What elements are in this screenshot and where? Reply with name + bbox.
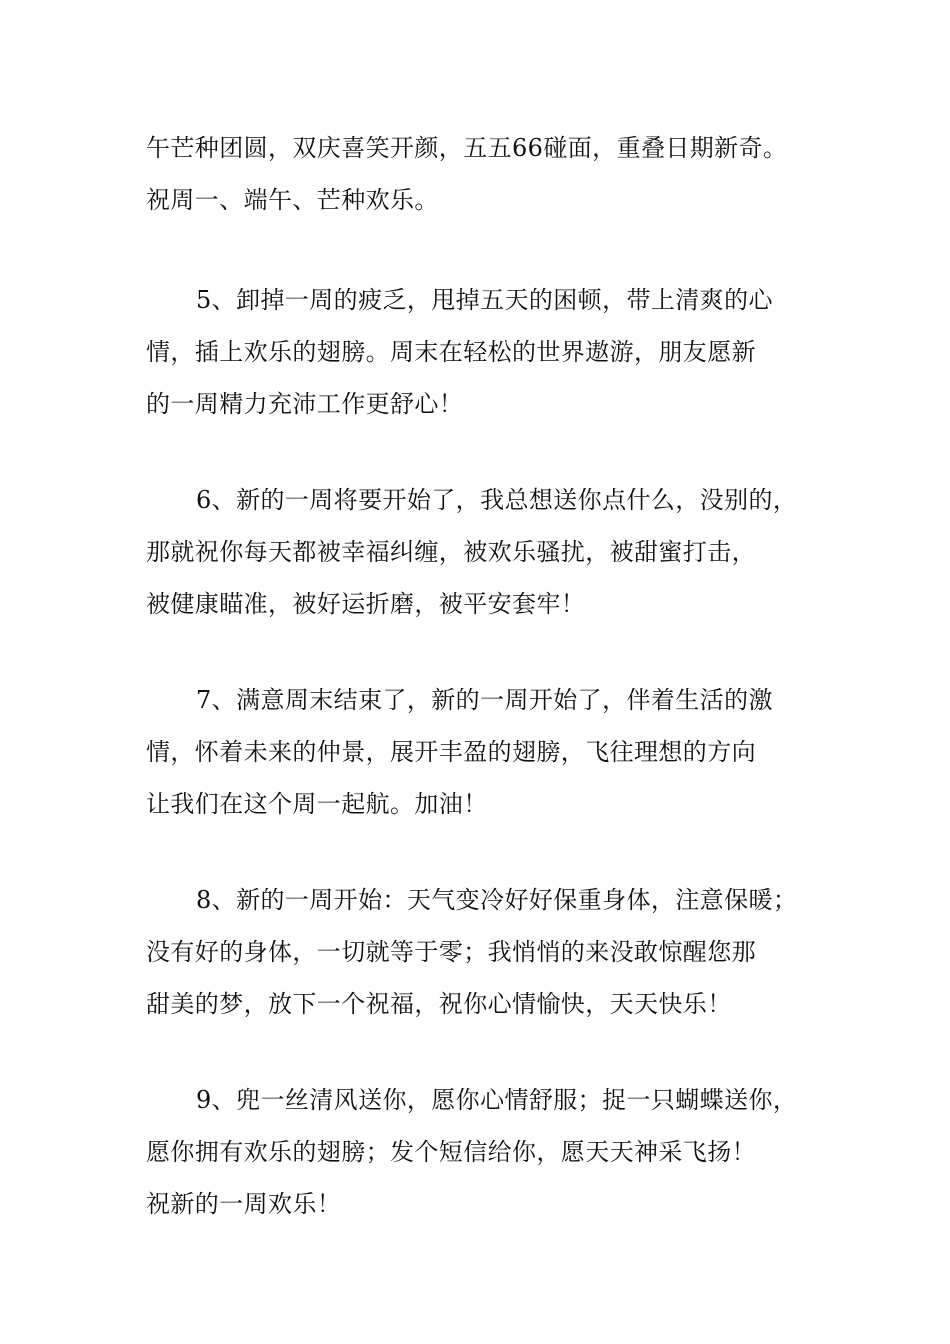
text-line: 5、卸掉一周的疲乏，甩掉五天的困顿，带上清爽的心 (196, 286, 773, 314)
text-line: 情，插上欢乐的翅膀。周末在轻松的世界遨游，朋友愿新 (146, 338, 756, 366)
text-line: 祝周一、端午、芒种欢乐。 (146, 186, 439, 214)
text-line: 没有好的身体，一切就等于零；我悄悄的来没敢惊醒您那 (146, 938, 756, 966)
paragraph-5 (146, 274, 836, 430)
text-line: 6、新的一周将要开始了，我总想送你点什么，没别的， (196, 486, 798, 514)
text-line: 让我们在这个周一起航。加油！ (146, 790, 488, 818)
paragraph-6 (146, 474, 836, 630)
text-line: 7、满意周末结束了，新的一周开始了，伴着生活的激 (196, 686, 773, 714)
text-line: 9、兜一丝清风送你，愿你心情舒服；捉一只蝴蝶送你， (196, 1086, 798, 1114)
text-line: 祝新的一周欢乐！ (146, 1190, 342, 1218)
paragraph-9 (146, 1074, 836, 1230)
paragraph-7 (146, 674, 836, 830)
paragraph-8 (146, 874, 836, 1030)
text-line: 的一周精力充沛工作更舒心！ (146, 390, 464, 418)
paragraph-intro (146, 122, 836, 226)
text-line: 午芒种团圆，双庆喜笑开颜，五五66碰面，重叠日期新奇。 (146, 134, 788, 162)
text-line: 甜美的梦，放下一个祝福，祝你心情愉快，天天快乐！ (146, 990, 732, 1018)
text-line: 8、新的一周开始：天气变冷好好保重身体，注意保暖； (196, 886, 798, 914)
text-line: 那就祝你每天都被幸福纠缠，被欢乐骚扰，被甜蜜打击， (146, 538, 756, 566)
text-line: 愿你拥有欢乐的翅膀；发个短信给你，愿天天神采飞扬！ (146, 1138, 756, 1166)
text-line: 情，怀着未来的仲景，展开丰盈的翅膀，飞往理想的方向 (146, 738, 756, 766)
text-line: 被健康瞄准，被好运折磨，被平安套牢！ (146, 590, 586, 618)
